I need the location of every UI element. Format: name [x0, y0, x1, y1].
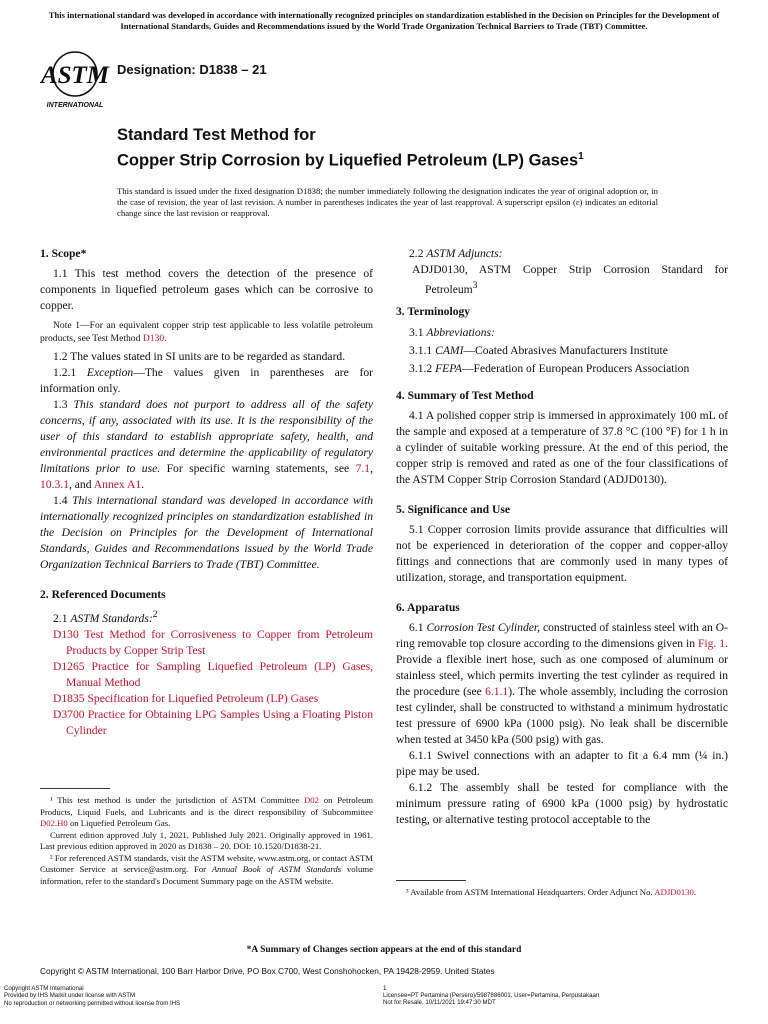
link-d02-h0[interactable]: D02.H0: [40, 818, 68, 828]
para-3-1-2-num: 3.1.2: [409, 361, 436, 375]
footnote-2-a: ² For referenced ASTM standards, visit the ASTM website, www.astm.org, or contact ASTM Customer Service at service@astm.org. For: [40, 852, 373, 874]
logo-letters: ASTM: [40, 62, 110, 89]
link-10-3-1[interactable]: 10.3.1: [40, 478, 69, 491]
ref-item: [40, 627, 373, 659]
footnote-2: [40, 853, 373, 888]
para-3-1-1-em: CAMI: [435, 343, 464, 357]
para-3-1-2-rest: —Federation of European Producers Association: [461, 361, 690, 375]
para-1-2-1-em: Exception: [86, 366, 134, 379]
footnote-1-b: on Petroleum Products, Liquid Fuels, and Lubricants and is the direct responsibility of Subcommittee: [40, 795, 373, 817]
footnote-marker-2: 2: [152, 609, 158, 620]
logo-subtitle: INTERNATIONAL: [46, 102, 104, 109]
para-3-1-num: 3.1: [409, 325, 427, 339]
para-6-1-a: constructed of stainless steel with an O-ring removable top closure according to the dimensions given in: [396, 620, 728, 650]
para-6-1-num: 6.1: [409, 620, 427, 634]
title-footnote-marker: 1: [578, 151, 584, 162]
issuance-statement: This standard is issued under the fixed designation D1838; the number immediately following the designation indicates the year of original adoption or, in the case of revision, the year of last revision. A number in parentheses indicates the year of last reapproval. A superscript epsilon (ε) indicates an editorial change since the last revision or reapproval.: [117, 186, 658, 218]
license-line: Provided by IHS Markit under license with ASTM: [4, 992, 136, 1000]
para-2-1-em: ASTM Standards:: [70, 611, 153, 625]
para-1-2-1-num: 1.2.1: [53, 366, 87, 379]
document-title: [117, 125, 584, 172]
para-1-3-rest: For specific warning statements, see: [160, 462, 356, 475]
para-1-2-1-rest: —The values given in parentheses are for information only.: [40, 366, 373, 395]
footnote-3-a: ³ Available from ASTM International Headquarters. Order Adjunct No.: [406, 887, 655, 897]
section-heading-terminology: 3. Terminology: [396, 304, 471, 318]
adjunct-text: ADJD0130, ASTM Copper Strip Corrosion Standard for Petroleum: [412, 263, 728, 296]
para-3-1-em: Abbreviations:: [426, 325, 495, 339]
ref-d3700-title[interactable]: Practice for Obtaining LPG Samples Using a Floating Piston Cylinder: [66, 707, 373, 737]
licensee-line: Licensee=PT Pertamina (Persero)/5987886001, User=Pertamina, Perpustakaan: [383, 992, 600, 999]
left-column: [40, 246, 373, 739]
link-d1265[interactable]: D1265: [53, 659, 85, 673]
spacer: [396, 378, 728, 388]
link-fig-1[interactable]: Fig. 1: [697, 636, 726, 650]
para-1-3-em: This standard does not purport to address all of the safety concerns, if any, associated with its use. It is the responsibility of the user of this standard to establish appropriate safety, health, and environmental practices and determine the applicability of regulatory limitations prior to use.: [40, 398, 374, 475]
spacer: [40, 573, 373, 587]
ref-d130-title[interactable]: Test Method for Corrosiveness to Copper from Petroleum Products by Copper Strip Test: [66, 627, 373, 657]
para-3-1-1: [396, 342, 728, 360]
para-1-2-1: [40, 365, 373, 397]
footnotes-left: [40, 795, 373, 887]
section-heading-scope: 1. Scope*: [40, 247, 87, 260]
note-1-end: .: [164, 333, 167, 344]
title-line-2: [117, 146, 584, 172]
link-7-1[interactable]: 7.1: [355, 462, 371, 475]
para-4-1: 4.1 A polished copper strip is immersed in approximately 100 mL of the sample and exposed at a temperature of 37.8 °C (100 °F) for 1 h in a cylinder of suitable working pressure. At the end of this period, the copper strip is removed and rated as one of the four classifications of the ASTM Copper Strip Corrosion Standard (ADJD0130).: [396, 408, 728, 486]
link-annex-a1[interactable]: Annex A1: [93, 478, 142, 491]
para-1-1: 1.1 This test method covers the detection of the presence of components in liquefied petroleum gases which can be corrosive to copper.: [40, 267, 373, 312]
summary-of-changes-notice: *A Summary of Changes section appears at the end of this standard: [246, 945, 522, 955]
footnote-1-c: on Liquefied Petroleum Gas.: [67, 818, 171, 828]
para-6-1: [396, 620, 728, 748]
footnote-2-em: Annual Book of ASTM Standards: [211, 864, 342, 874]
para-2-1: [40, 607, 373, 627]
footnote-rule-right: [396, 880, 466, 881]
spacer: [396, 488, 728, 502]
para-6-1-em: Corrosion Test Cylinder,: [426, 620, 541, 634]
copyright-line: Copyright © ASTM International, 100 Barr Harbor Drive, PO Box C700, West Conshohocken, PA 19428-2959. United States: [40, 966, 495, 976]
para-6-1-b: . Provide a flexible inert hose, such as one composed of aluminum or stainless steel, which permits inverting the test cylinder as required in the procedure (see: [396, 636, 728, 698]
link-d3700[interactable]: D3700: [53, 707, 85, 721]
footnote-3-b: .: [693, 887, 697, 897]
section-heading-referenced-documents: 2. Referenced Documents: [40, 588, 166, 601]
link-6-1-1[interactable]: 6.1.1: [485, 684, 509, 698]
para-5-1: 5.1 Copper corrosion limits provide assurance that difficulties will not be experienced in deterioration of the copper and copper-alloy fittings and connections that are commonly used in many types of utilization, storage, and transportation equipment.: [396, 522, 728, 584]
page-number: 1: [383, 985, 387, 992]
resale-line: Not for Resale, 10/11/2021 19:47:30 MDT: [383, 999, 496, 1007]
license-block-right: [383, 992, 599, 1007]
para-1-4-em: This international standard was developed in accordance with internationally recognized principles on standardization established in the Decision on Principles for the Development of International Standards, Guides and Recommendations issued by the World Trade Organization Technical Barriers to Trade (TBT) Committee.: [40, 494, 373, 571]
para-1-4: [40, 493, 373, 573]
para-3-1-2: [396, 360, 728, 378]
section-heading-apparatus: 6. Apparatus: [396, 600, 460, 614]
para-6-1-1: 6.1.1 Swivel connections with an adapter to fit a 6.4 mm (¼ in.) pipe may be used.: [396, 748, 728, 778]
para-1-3: [40, 397, 373, 493]
para-1-3-sep-2: , and: [68, 478, 94, 491]
spacer: [396, 586, 728, 600]
ref-item: [40, 659, 373, 691]
license-line: No reproduction or networking permitted without license from IHS: [4, 999, 181, 1007]
adjunct-item: [396, 262, 728, 298]
footnotes-right: [396, 887, 728, 899]
section-heading-summary: 4. Summary of Test Method: [396, 388, 534, 402]
link-adjd0130[interactable]: ADJD0130: [654, 887, 694, 897]
para-1-3-num: 1.3: [53, 398, 74, 411]
para-3-1-2-em: FEPA: [435, 361, 462, 375]
para-1-3-end: .: [141, 478, 145, 491]
title-line-1: Standard Test Method for: [117, 126, 316, 144]
para-1-4-num: 1.4: [53, 494, 73, 507]
note-1-text: Note 1—For an equivalent copper strip test applicable to less volatile petroleum products, see Test Method: [40, 320, 373, 344]
link-d1835[interactable]: D1835: [53, 691, 85, 705]
link-d130[interactable]: D130: [53, 627, 79, 641]
ref-item: [40, 707, 373, 739]
tbt-notice: This international standard was developed in accordance with internationally recognized principles on standardization established in the Decision on Principles for the Development of International Standards, Guides and Recommendations issued by the World Trade Organization Technical Barriers to Trade (TBT) Committee.: [48, 10, 720, 31]
link-d130-note[interactable]: D130: [142, 333, 165, 344]
footnote-marker-3: 3: [472, 280, 478, 291]
astm-logo-mark: [40, 50, 112, 110]
designation: Designation: D1838 – 21: [117, 62, 267, 77]
license-block-left: [4, 985, 180, 1007]
para-3-1: [396, 324, 728, 342]
para-2-2-em: ASTM Adjuncts:: [426, 247, 503, 260]
section-heading-significance: 5. Significance and Use: [396, 502, 511, 516]
ref-item: [40, 691, 373, 707]
note-1: [40, 319, 373, 345]
para-2-1-num: 2.1: [53, 611, 71, 625]
footnote-3: [396, 887, 728, 899]
ref-d1835-title[interactable]: Specification for Liquefied Petroleum (LP) Gases: [84, 691, 319, 705]
para-6-1-c: ). The whole assembly, including the corrosion test cylinder, shall be constructed to withstand a minimum hydrostatic test pressure of 6900 kPa (1000 psig). No leak shall be discernible when tested at 3450 kPa (500 psig) with gas.: [396, 684, 728, 746]
ref-d1265-title[interactable]: Practice for Sampling Liquefied Petroleum (LP) Gases, Manual Method: [66, 659, 373, 689]
para-1-3-sep-1: ,: [370, 462, 373, 475]
footnote-rule-left: [40, 788, 110, 789]
para-6-1-2: 6.1.2 The assembly shall be tested for compliance with the minimum pressure rating of 6900 kPa (1000 psig) by hydrostatic testing, or alternative testing protocol acceptable to the: [396, 780, 728, 826]
para-2-2: [396, 246, 728, 262]
footnote-1: [40, 795, 373, 830]
para-3-1-1-rest: —Coated Abrasives Manufacturers Institute: [463, 343, 668, 357]
para-3-1-1-num: 3.1.1: [409, 343, 436, 357]
footnote-1-edition: Current edition approved July 1, 2021. Published July 2021. Originally approved in 1961. Last previous edition approved in 2020 as D1838 – 20. DOI: 10.1520/D1838-21.: [40, 829, 373, 851]
para-1-2: 1.2 The values stated in SI units are to be regarded as standard.: [53, 350, 346, 363]
footnote-1-a: ¹ This test method is under the jurisdiction of ASTM Committee: [50, 795, 305, 805]
title-line-2-text: Copper Strip Corrosion by Liquefied Petroleum (LP) Gases: [117, 151, 579, 170]
astm-logo: [40, 50, 112, 110]
para-2-2-num: 2.2: [409, 247, 427, 260]
footnote-2-b: volume information, refer to the standard's Document Summary page on the ASTM website.: [40, 864, 373, 886]
link-d02[interactable]: D02: [304, 795, 319, 805]
license-line: Copyright ASTM International: [4, 985, 84, 992]
right-column: [396, 246, 728, 828]
